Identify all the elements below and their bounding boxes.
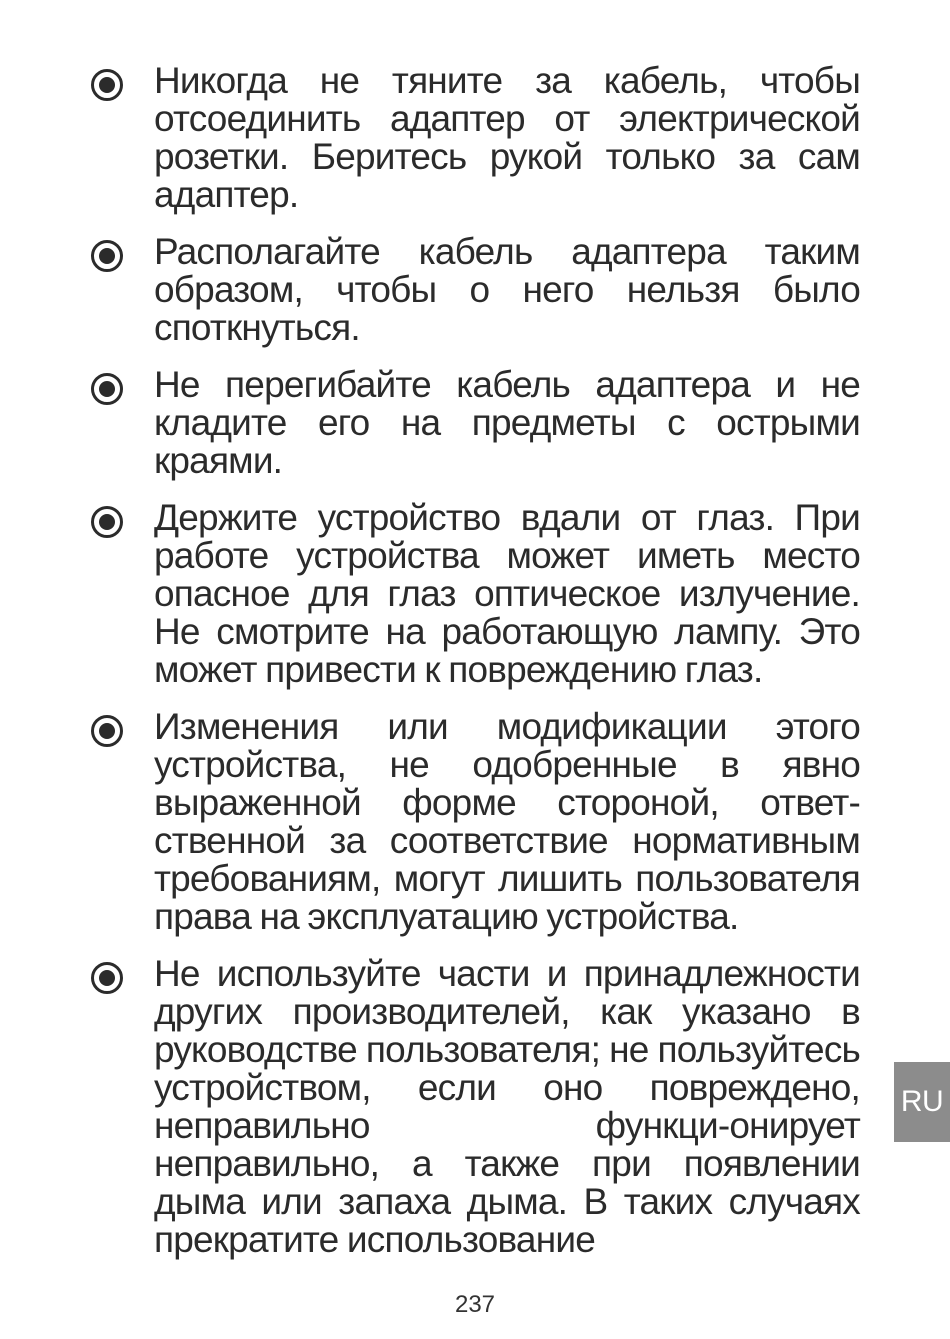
list-item bbox=[88, 499, 860, 689]
bullet-text: Держите устройство вдали от глаз. При работе устройства может иметь место опасное для глаз оптическое излучение. Не смотрите на работающую лампу. Это может привести к повреждению глаз. bbox=[154, 497, 860, 690]
radio-bullet-icon bbox=[90, 714, 124, 748]
safety-bullet-list bbox=[88, 62, 860, 1278]
radio-bullet-icon bbox=[90, 961, 124, 995]
bullet-text: Не перегибайте кабель адаптера и не кладите его на предметы с острыми краями. bbox=[154, 364, 860, 481]
bullet-text: Не используйте части и принадлежности других производителей, как указано в руководстве пользователя; не пользуйтесь устройством, если оно повреждено, неправильно функци-онирует неправильно, а также при появлении дыма или запаха дыма. В таких случаях прекратите использование bbox=[154, 953, 860, 1260]
list-item bbox=[88, 708, 860, 936]
radio-bullet-icon bbox=[90, 68, 124, 102]
language-tab-label: RU bbox=[900, 1085, 944, 1118]
language-tab bbox=[894, 1062, 950, 1142]
bullet-text: Располагайте кабель адаптера таким образом, чтобы о него нельзя было споткнуться. bbox=[154, 231, 860, 348]
bullet-text: Никогда не тяните за кабель, чтобы отсоединить адаптер от электрической розетки. Беритесь рукой только за сам адаптер. bbox=[154, 60, 860, 215]
page-number: 237 bbox=[454, 1291, 496, 1318]
list-item bbox=[88, 62, 860, 214]
list-item bbox=[88, 366, 860, 480]
radio-bullet-icon bbox=[90, 505, 124, 539]
list-item bbox=[88, 955, 860, 1259]
radio-bullet-icon bbox=[90, 372, 124, 406]
list-item bbox=[88, 233, 860, 347]
radio-bullet-icon bbox=[90, 239, 124, 273]
bullet-text: Изменения или модификации этого устройства, не одобренные в явно выраженной форме стороной, ответ-ственной за соответствие нормативным требованиям, могут лишить пользователя права на эксплуатацию устройства. bbox=[154, 706, 860, 937]
